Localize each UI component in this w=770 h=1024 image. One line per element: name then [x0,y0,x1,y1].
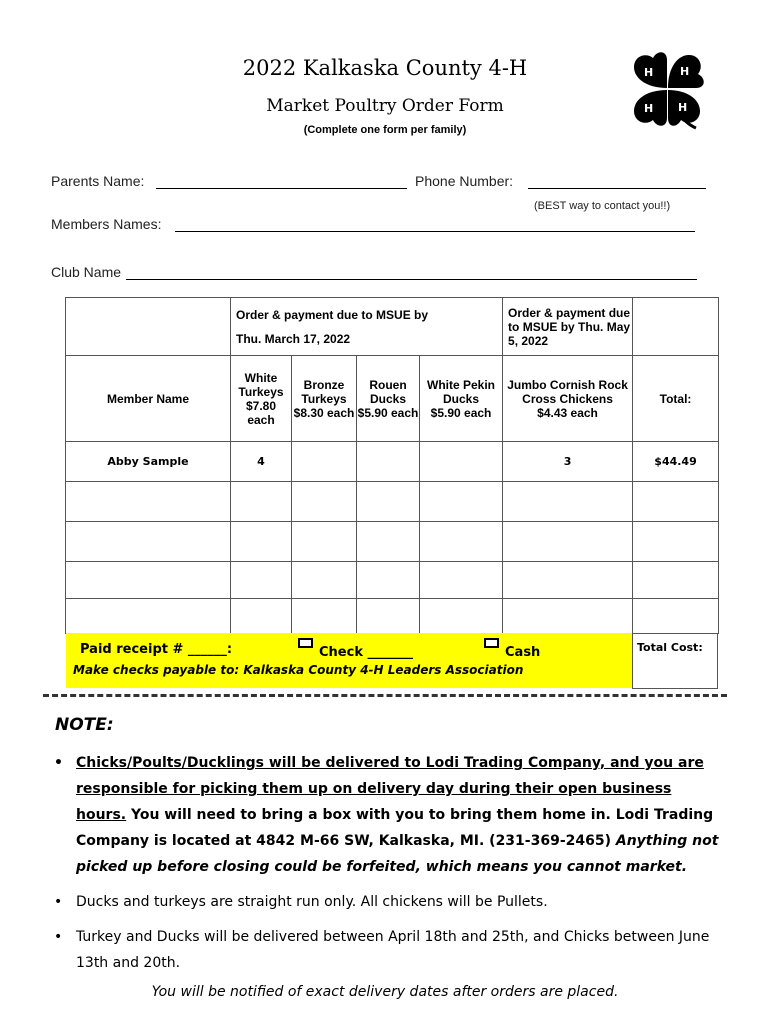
col-member-name: Member Name [66,356,231,442]
form-title: 2022 Kalkaska County 4-H [242,56,528,80]
form-instruction: (Complete one form per family) [303,124,467,136]
deadline-may: Order & payment due to MSUE by Thu. May 5, 2022 [503,298,633,356]
list-item: • Turkey and Ducks will be delivered between April 18th and 25th, and Chicks between June 13th and 20th. [52,924,724,976]
payment-box [66,633,632,688]
table-row [66,298,719,356]
note-title: NOTE: [55,715,114,735]
cash-option[interactable]: Cash [484,638,540,656]
table-row-sample [66,442,719,482]
list-item: • Ducks and turkeys are straight run only. All chickens will be Pullets. [52,889,724,915]
order-table [65,297,719,634]
table-row [66,482,719,522]
sample-rouen-ducks [357,442,420,482]
members-names-label: Members Names: [51,216,162,232]
check-checkbox-icon[interactable] [298,638,313,648]
paid-receipt-label: Paid receipt # ______: [80,642,233,657]
col-white-turkeys: White Turkeys $7.80 each [231,356,292,442]
svg-text:H: H [644,102,654,115]
col-bronze-turkeys: Bronze Turkeys $8.30 each [292,356,357,442]
table-row [66,599,719,634]
check-option[interactable]: Check _______ [298,638,413,656]
members-names-field[interactable] [175,231,695,232]
col-chickens: Jumbo Cornish Rock Cross Chickens $4.43 each [503,356,633,442]
club-name-label: Club Name [51,264,122,280]
table-row [66,522,719,562]
cut-line-divider [43,694,727,697]
parents-name-field[interactable] [156,188,407,189]
payable-note: Make checks payable to: Kalkaska County 4-H Leaders Association [73,663,524,677]
deadline-march: Order & payment due to MSUE by Thu. March 17, 2022 [231,298,503,356]
total-cost-cell[interactable] [632,633,718,689]
table-row [66,562,719,599]
parents-name-label: Parents Name: [51,173,145,189]
col-total: Total: [633,356,719,442]
table-header-row [66,356,719,442]
svg-text:H: H [678,101,688,114]
phone-hint: (BEST way to contact you!!) [534,200,671,212]
phone-number-field[interactable] [528,188,706,189]
col-white-pekin-ducks: White Pekin Ducks $5.90 each [420,356,503,442]
sample-chickens: 3 [503,442,633,482]
phone-number-label: Phone Number: [415,173,514,189]
cash-checkbox-icon[interactable] [484,638,499,648]
sample-total: $44.49 [633,442,719,482]
4h-clover-logo-icon [626,48,708,130]
form-subtitle: Market Poultry Order Form [266,96,504,116]
sample-member: Abby Sample [66,442,231,482]
sample-white-turkeys: 4 [231,442,292,482]
list-item: • Chicks/Poults/Ducklings will be delivered to Lodi Trading Company, and you are responsible for picking them up on delivery day during their open business hours. You will need to bring a box with you to bring them home in. Lodi Trading Company is located at 4842 M-66 SW, Kalkaska, MI. (231-369-2465) Anything not picked up before closing could be forfeited, which means you cannot market. [52,750,724,880]
note-list [52,750,724,985]
svg-text:H: H [644,66,654,79]
delivery-notice: You will be notified of exact delivery dates after orders are placed. [151,984,619,1000]
svg-text:H: H [680,65,690,78]
col-rouen-ducks: Rouen Ducks $5.90 each [357,356,420,442]
total-cost-label: Total Cost: [637,641,703,654]
sample-bronze-turkeys [292,442,357,482]
club-name-field[interactable] [126,279,697,280]
sample-white-pekin [420,442,503,482]
